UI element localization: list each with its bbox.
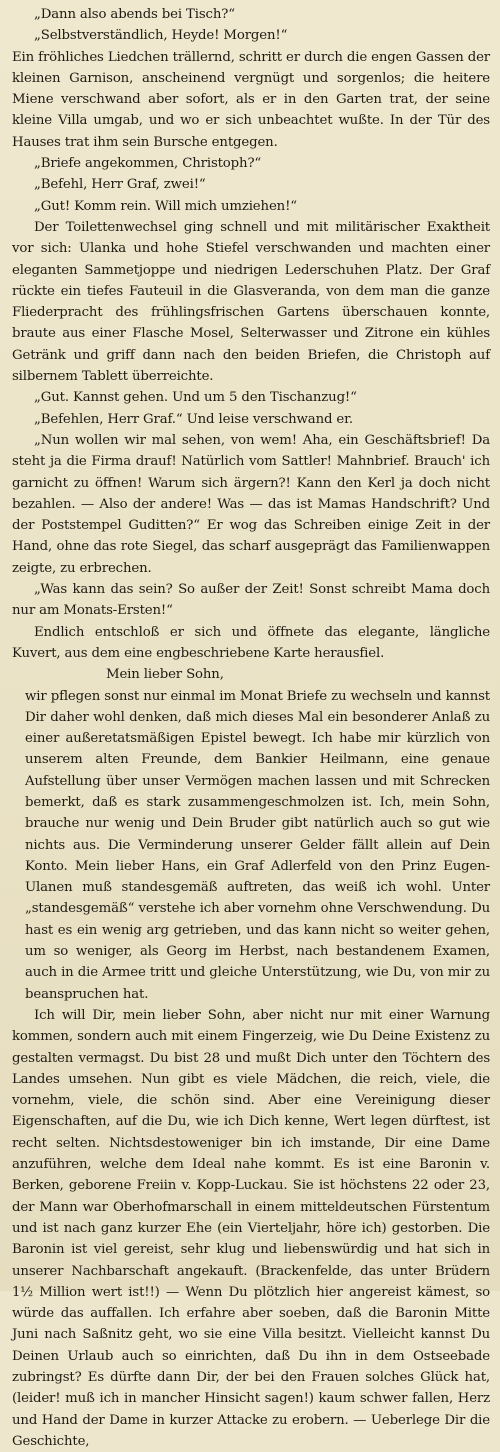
dialogue-line: „Gut! Komm rein. Will mich umziehen!“: [34, 198, 297, 214]
dialogue-line: „Was kann das sein? So außer der Zeit! Sonst schreibt Mama doch nur am Monats-Ersten!“: [12, 582, 490, 619]
letter-paragraph: Ich will Dir, mein lieber Sohn, aber nicht nur mit einer Warnung kommen, sondern auch mit einem Fingerzeig, wie Du Deine Existenz zu gestalten vermagst. Du bist 28 und mußt Dich unter den Töchtern des Landes umsehen. Nun gibt es viele Mädchen, die reich, viele, die vornehm, viele, die schön sind. Aber eine Vereinigung dieser Eigenschaften, auf die Du, wie ich Dich kenne, Wert legen dürftest, ist recht selten. Nichtsdestoweniger bin ich imstande, Dir eine Dame anzuführen, welche dem Ideal nahe kommt. Es ist eine Baronin v. Berken, geborene Freiin v. Kopp-Luckau. Sie ist höchstens 22 oder 23, der Mann war Oberhofmarschall in einem mitteldeutschen Fürstentum und ist nach ganz kurzer Ehe (ein Vierteljahr, höre ich) gestorben. Die Baronin ist viel gereist, sehr klug und liebenswürdig und hat sich in unserer Nachbarschaft angekauft. (Brackenfelde, das unter Brüdern 1½ Million wert ist!!) — Wenn Du plötzlich hier angereist kämest, so würde das auffallen. Ich erfahre aber soeben, daß die Baronin Mitte Juni nach Saßnitz geht, wo sie eine Villa besitzt. Vielleicht kannst Du Deinen Urlaub auch so einrichten, daß Du ihn in dem Ostseebade zubringst? Es dürfte dann Dir, der bei den Frauen solches Glück hat, (leider! muß ich in mancher Hinsicht sagen!) kaum schwer fallen, Herz und Hand der Dame in kurzer Attacke zu erobern. — Ueberlege Dir die Geschichte,: [12, 1007, 490, 1449]
dialogue-line: „Gut. Kannst gehen. Und um 5 den Tischanzug!“: [34, 390, 357, 406]
dialogue-line: „Briefe angekommen, Christoph?“: [34, 156, 262, 172]
narrative-paragraph: Der Toilettenwechsel ging schnell und mit militärischer Exaktheit vor sich: Ulanka und hohe Stiefel verschwanden und machten einer eleganten Sammetjoppe und niedrigen Lederschuhen Platz. Der Graf rückte ein tiefes Fauteuil in die Glasveranda, von dem man die ganze Fliederpracht des frühlingsfrischen Gartens überschauen konnte, braute aus einer Flasche Mosel, Selterwasser und Zitrone ein kühles Getränk und griff dann nach den beiden Briefen, die Christoph auf silbernem Tablett überreichte.: [12, 219, 490, 385]
narrative-paragraph: Ein fröhliches Liedchen trällernd, schritt er durch die engen Gassen der kleinen Garnison, anscheinend vergnügt und sorgenlos; die heitere Miene verschwand aber sofort, als er in den Garten trat, der seine kleine Villa umgab, und wo er sich unbeachtet wußte. In der Tür des Hauses trat ihm sein Bursche entgegen.: [12, 49, 490, 150]
dialogue-line: „Befehl, Herr Graf, zwei!“: [34, 177, 206, 193]
dialogue-line: „Selbstverständlich, Heyde! Morgen!“: [34, 28, 288, 44]
narrative-paragraph: „Nun wollen wir mal sehen, von wem! Aha, ein Geschäftsbrief! Da steht ja die Firma drauf! Natürlich vom Sattler! Mahnbrief. Brauch' ich garnicht zu öffnen! Warum sich ärgern?! Kann den Kerl ja doch nicht bezahlen. — Also der andere! Was — das ist Mamas Handschrift? Und der Poststempel Guditten?“ Er wog das Schreiben einige Zeit in der Hand, ohne das rote Siegel, das scharf ausgeprägt das Familienwappen zeigte, zu erbrechen.: [12, 432, 490, 576]
letter-paragraph: wir pflegen sonst nur einmal im Monat Briefe zu wechseln und kannst Dir daher wohl denken, daß mich dieses Mal ein besonderer Anlaß zu einer außeretatsmäßigen Epistel bewegt. Ich habe mir kürzlich von unserem alten Freunde, dem Bankier Heilmann, eine genaue Aufstellung über unser Vermögen machen lassen und mit Schrecken bemerkt, daß es stark zusammengeschmolzen ist. Ich, mein Sohn, brauche nur wenig und Dein Bruder gibt natürlich auch so gut wie nichts aus. Die Verminderung unserer Gelder fällt allein auf Dein Konto. Mein lieber Hans, ein Graf Adlerfeld von den Prinz Eugen-Ulanen muß standesgemäß auftreten, das weiß ich wohl. Unter „standesgemäß“ verstehe ich aber vornehm ohne Verschwendung. Du hast es ein wenig arg getrieben, und das kann nicht so weiter gehen, um so weniger, als Georg im Herbst, nach bestandenem Examen, auch in die Armee tritt und gleiche Unterstützung, wie Du, von mir zu beanspruchen hat.: [25, 688, 490, 1002]
narrative-paragraph: Endlich entschloß er sich und öffnete das elegante, längliche Kuvert, aus dem eine engbeschriebene Karte herausfiel.: [12, 624, 490, 661]
dialogue-line: „Befehlen, Herr Graf.“ Und leise verschwand er.: [34, 411, 353, 427]
letter-salutation: Mein lieber Sohn,: [106, 667, 224, 683]
dialogue-line: „Dann also abends bei Tisch?“: [34, 7, 235, 22]
